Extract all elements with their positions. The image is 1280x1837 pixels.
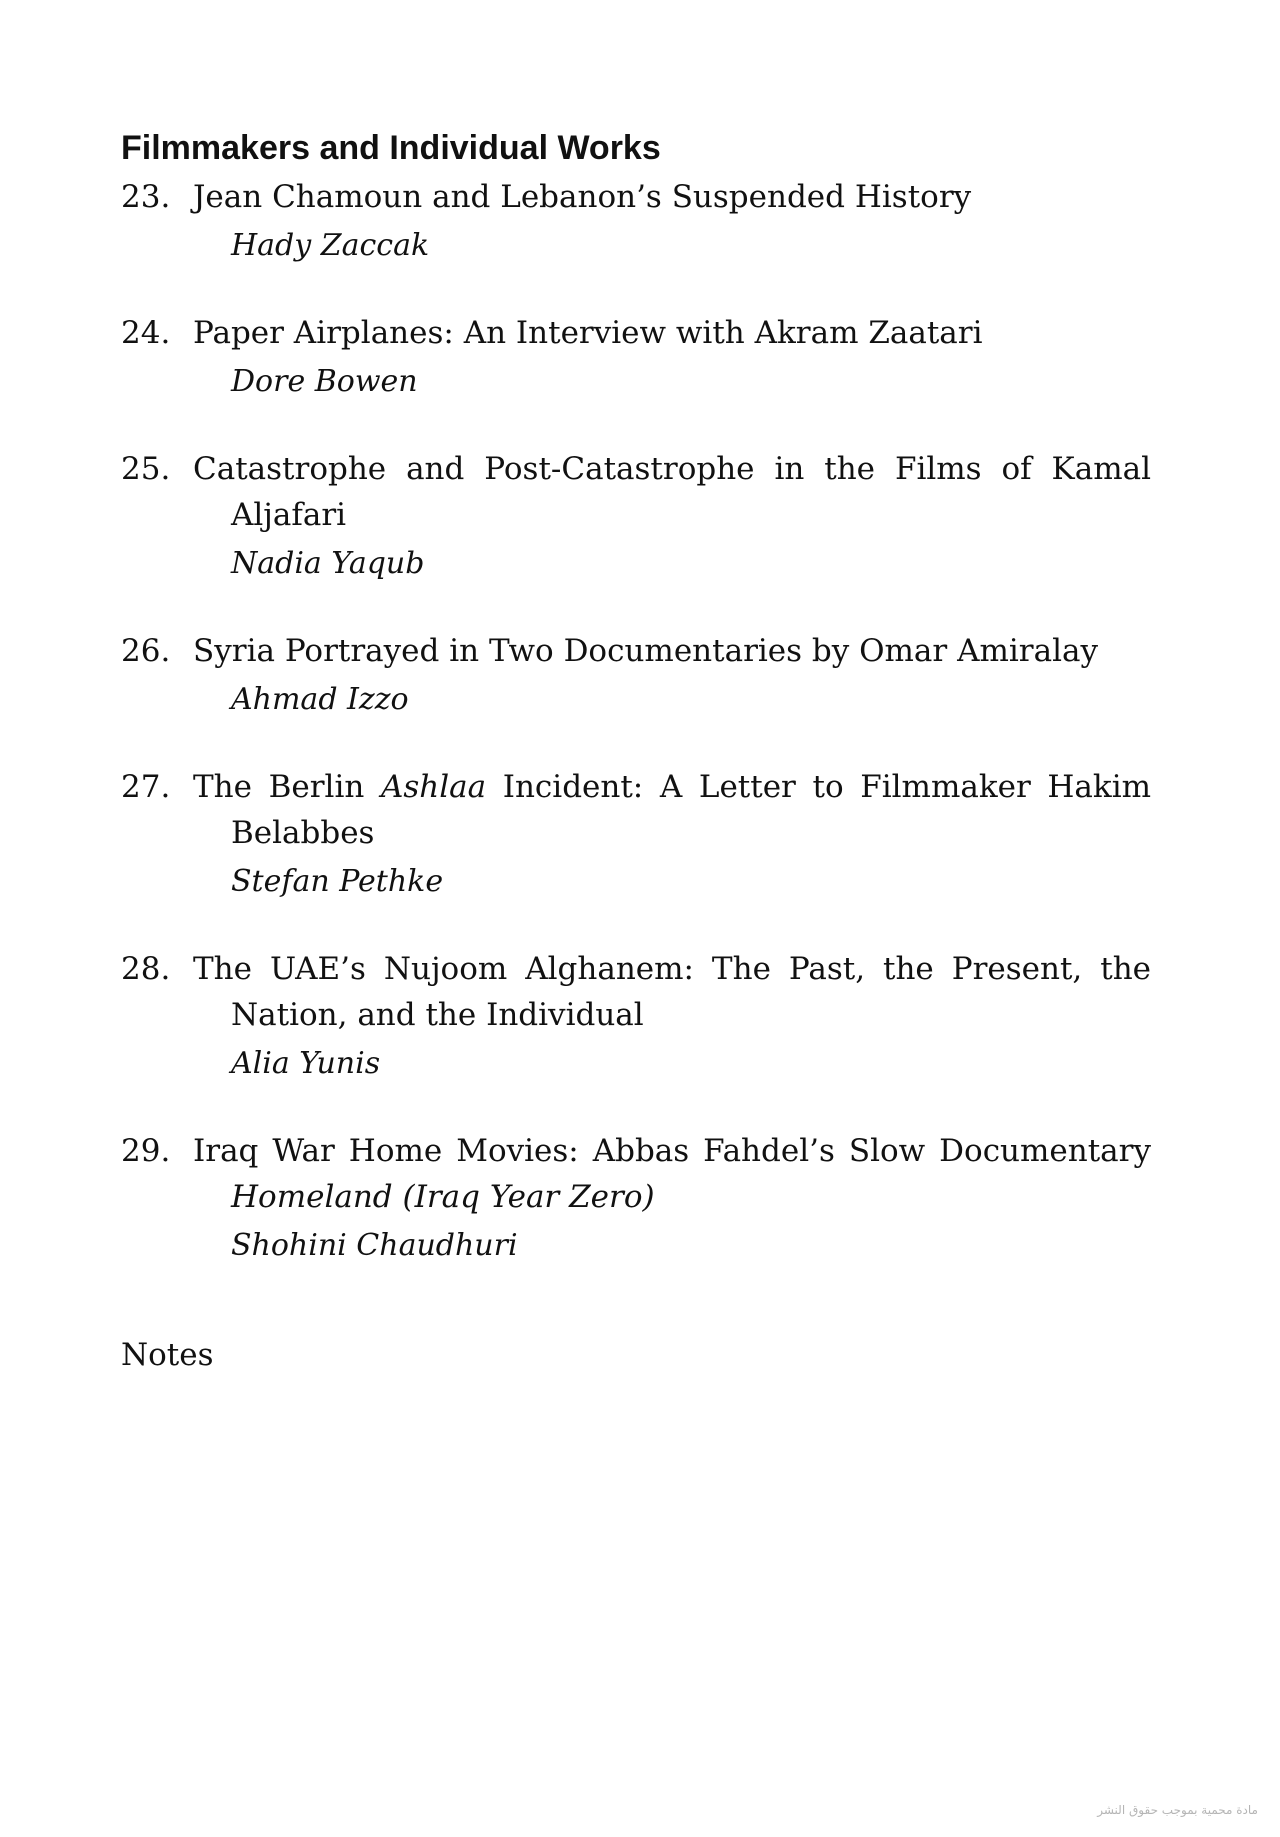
entry-title-film: Homeland (Iraq Year Zero) [231,1179,655,1215]
entry-author: Alia Yunis [231,1046,381,1081]
entry-author: Nadia Yaqub [231,546,425,581]
toc-entry-27 [121,764,1151,904]
entry-title-continued [193,492,1151,538]
entry-title: Iraq War Home Movies: Abbas Fahdel’s Slow Documentary [193,1133,1151,1169]
toc-entry-29 [121,1128,1151,1268]
toc-entry-23 [121,174,1151,268]
entry-number: 23. [121,179,171,215]
entry-number: 28. [121,951,171,987]
toc-entry-25 [121,446,1151,586]
entry-number: 29. [121,1133,171,1169]
copyright-watermark: مادة محمية بموجب حقوق النشر [1097,1803,1258,1817]
entry-title [193,764,1151,810]
toc-entry-24 [121,310,1151,404]
entry-author: Dore Bowen [231,364,418,399]
entry-title-continued [193,810,1151,856]
entry-title-wrap: Belabbes [231,815,375,851]
entry-title: The UAE’s Nujoom Alghanem: The Past, the Present, the [193,951,1151,987]
entry-title-part: The Berlin [193,769,381,805]
entry-number: 27. [121,769,171,805]
entry-number: 25. [121,451,171,487]
entry-title-film: Ashlaa [380,769,487,805]
entry-title-wrap: Nation, and the Individual [231,997,644,1033]
entry-title: Paper Airplanes: An Interview with Akram Zaatari [193,315,983,351]
entry-author: Hady Zaccak [231,228,430,263]
notes-heading: Notes [121,1337,214,1373]
entry-author: Stefan Pethke [231,864,444,899]
entry-title: Syria Portrayed in Two Documentaries by Omar Amiralay [193,633,1098,669]
toc-page [121,128,1151,1378]
entry-number: 26. [121,633,171,669]
toc-entry-28 [121,946,1151,1086]
toc-entry-26 [121,628,1151,722]
entry-title: Jean Chamoun and Lebanon’s Suspended History [193,179,972,215]
entry-author: Ahmad Izzo [231,682,409,717]
entry-number: 24. [121,315,171,351]
entry-title: Catastrophe and Post-Catastrophe in the Films of Kamal [193,451,1151,487]
entry-author: Shohini Chaudhuri [231,1228,518,1263]
entry-title-continued [193,992,1151,1038]
section-heading: Filmmakers and Individual Works [121,129,661,167]
entry-title-part: Incident: A Letter to Filmmaker Hakim [486,769,1151,805]
entry-title-wrap: Aljafari [231,497,347,533]
